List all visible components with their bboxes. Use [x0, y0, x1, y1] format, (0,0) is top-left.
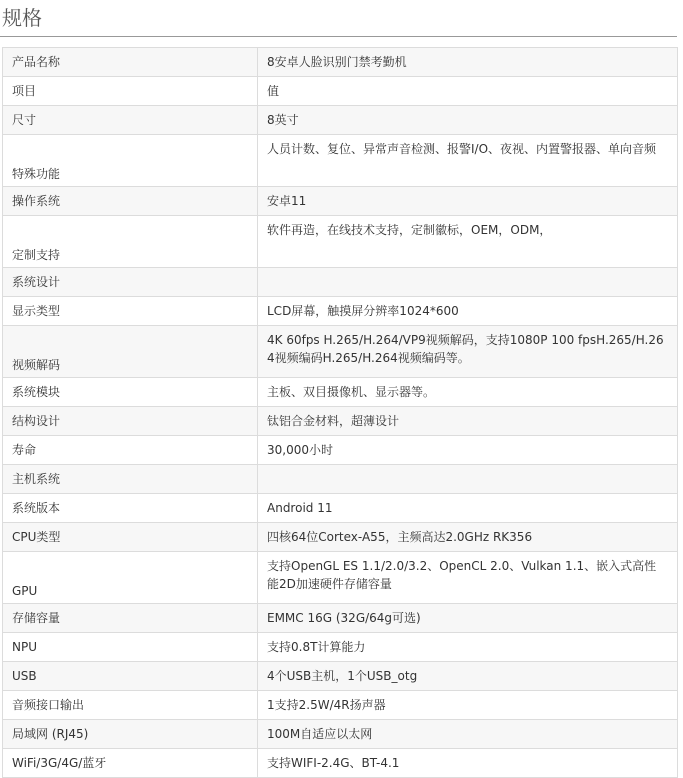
spec-value [258, 268, 678, 297]
spec-key: 局域网 (RJ45) [3, 720, 258, 749]
spec-key: 特殊功能 [3, 135, 258, 187]
spec-value: 30,000小时 [258, 436, 678, 465]
table-row [3, 77, 678, 106]
spec-value: LCD屏幕，触摸屏分辨率1024*600 [258, 297, 678, 326]
table-row [3, 436, 678, 465]
table-row [3, 523, 678, 552]
spec-value: Android 11 [258, 494, 678, 523]
table-row [3, 552, 678, 604]
spec-value: 8安卓人脸识别门禁考勤机 [258, 48, 678, 77]
spec-key: 尺寸 [3, 106, 258, 135]
spec-key: 产品名称 [3, 48, 258, 77]
spec-key: 项目 [3, 77, 258, 106]
spec-value: 支持OpenGL ES 1.1/2.0/3.2、OpenCL 2.0、Vulkan 1.1、嵌入式高性能2D加速硬件存储容量 [258, 552, 678, 604]
spec-value: 8英寸 [258, 106, 678, 135]
spec-value: 安卓11 [258, 187, 678, 216]
spec-key: USB [3, 662, 258, 691]
table-row [3, 326, 678, 378]
table-row [3, 268, 678, 297]
page-title: 规格 [2, 6, 42, 30]
spec-value: 4K 60fps H.265/H.264/VP9视频解码，支持1080P 100 fpsH.265/H.264视频编码H.265/H.264视频编码等。 [258, 326, 678, 378]
spec-key: 系统版本 [3, 494, 258, 523]
table-row [3, 297, 678, 326]
spec-key: 系统模块 [3, 378, 258, 407]
spec-key: WiFi/3G/4G/蓝牙 [3, 749, 258, 778]
table-row [3, 135, 678, 187]
table-row [3, 378, 678, 407]
spec-key: 显示类型 [3, 297, 258, 326]
table-row [3, 187, 678, 216]
spec-key: 系统设计 [3, 268, 258, 297]
table-row [3, 465, 678, 494]
spec-key: 寿命 [3, 436, 258, 465]
table-row [3, 633, 678, 662]
spec-table [2, 47, 678, 778]
table-row [3, 604, 678, 633]
spec-value: 主板、双目摄像机、显示器等。 [258, 378, 678, 407]
spec-value: EMMC 16G (32G/64g可选) [258, 604, 678, 633]
table-row [3, 216, 678, 268]
table-row [3, 691, 678, 720]
table-row [3, 407, 678, 436]
spec-key: 操作系统 [3, 187, 258, 216]
title-divider [0, 36, 677, 37]
spec-value: 钛铝合金材料，超薄设计 [258, 407, 678, 436]
spec-value: 人员计数、复位、异常声音检测、报警I/O、夜视、内置警报器、单向音频 [258, 135, 678, 187]
spec-value: 4个USB主机，1个USB_otg [258, 662, 678, 691]
spec-key: 存储容量 [3, 604, 258, 633]
table-row [3, 494, 678, 523]
spec-key: 视频解码 [3, 326, 258, 378]
spec-key: CPU类型 [3, 523, 258, 552]
table-row [3, 48, 678, 77]
spec-key: 音频接口输出 [3, 691, 258, 720]
table-row [3, 106, 678, 135]
spec-value: 四核64位Cortex-A55，主频高达2.0GHz RK356 [258, 523, 678, 552]
spec-value: 软件再造，在线技术支持，定制徽标，OEM，ODM， [258, 216, 678, 268]
spec-value: 支持0.8T计算能力 [258, 633, 678, 662]
spec-key: GPU [3, 552, 258, 604]
table-row [3, 720, 678, 749]
spec-value: 1支持2.5W/4R扬声器 [258, 691, 678, 720]
spec-value [258, 465, 678, 494]
spec-key: 定制支持 [3, 216, 258, 268]
table-row [3, 749, 678, 778]
spec-value: 100M自适应以太网 [258, 720, 678, 749]
spec-key: NPU [3, 633, 258, 662]
table-row [3, 662, 678, 691]
spec-key: 结构设计 [3, 407, 258, 436]
spec-value: 支持WIFI-2.4G、BT-4.1 [258, 749, 678, 778]
spec-key: 主机系统 [3, 465, 258, 494]
spec-value: 值 [258, 77, 678, 106]
